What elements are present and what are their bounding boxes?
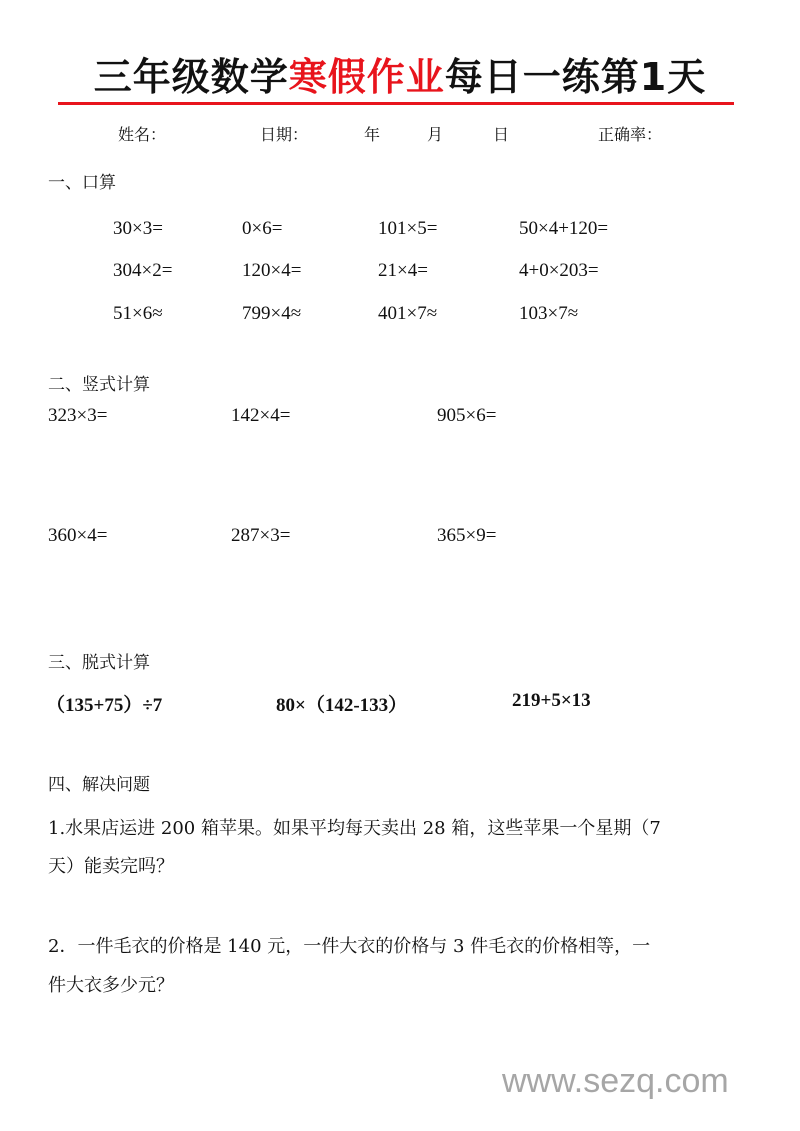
word-problem-line: 天）能卖完吗？ xyxy=(48,856,174,877)
stepwise-calc-item: 80×（142-133） xyxy=(276,695,408,716)
mental-math-item: 30×3= xyxy=(113,218,163,239)
mental-math-item: 799×4≈ xyxy=(242,303,302,324)
title-prefix: 三年级数学 xyxy=(93,55,289,99)
stepwise-calc-item: （135+75）÷7 xyxy=(46,695,163,716)
watermark: www.sezq.com xyxy=(502,1062,729,1100)
month-label: 月 xyxy=(427,125,444,144)
word-problem-line: 件大衣多少元？ xyxy=(48,975,174,996)
word-problem-line: 1.水果店运进 200 箱苹果。如果平均每天卖出 28 箱，这些苹果一个星期（7 xyxy=(48,818,661,839)
section-heading-vertical-calc: 二、竖式计算 xyxy=(48,375,150,395)
mental-math-item: 21×4= xyxy=(378,260,428,281)
mental-math-item: 103×7≈ xyxy=(519,303,579,324)
mental-math-item: 401×7≈ xyxy=(378,303,438,324)
year-label: 年 xyxy=(364,125,381,144)
title-divider xyxy=(58,102,734,105)
vertical-calc-item: 323×3= xyxy=(48,405,108,426)
vertical-calc-item: 360×4= xyxy=(48,525,108,546)
day-label: 日 xyxy=(493,125,510,144)
vertical-calc-item: 365×9= xyxy=(437,525,497,546)
accuracy-label: 正确率： xyxy=(598,125,663,144)
mental-math-item: 304×2= xyxy=(113,260,173,281)
mental-math-item: 51×6≈ xyxy=(113,303,163,324)
title-highlight: 寒假作业 xyxy=(288,55,445,99)
stepwise-calc-item: 219+5×13 xyxy=(512,690,591,711)
title-suffix: 每日一练第1天 xyxy=(444,55,707,99)
word-problem-line: 2．一件毛衣的价格是 140 元，一件大衣的价格与 3 件毛衣的价格相等，一 xyxy=(48,936,651,957)
mental-math-item: 4+0×203= xyxy=(519,260,599,281)
mental-math-item: 0×6= xyxy=(242,218,283,239)
date-label: 日期： xyxy=(260,125,309,144)
section-heading-stepwise-calc: 三、脱式计算 xyxy=(48,653,150,673)
vertical-calc-item: 142×4= xyxy=(231,405,291,426)
page-title xyxy=(0,46,800,101)
vertical-calc-item: 287×3= xyxy=(231,525,291,546)
section-heading-word-problems: 四、解决问题 xyxy=(48,775,150,795)
section-heading-mental-math: 一、口算 xyxy=(48,173,116,193)
mental-math-item: 120×4= xyxy=(242,260,302,281)
vertical-calc-item: 905×6= xyxy=(437,405,497,426)
mental-math-item: 101×5= xyxy=(378,218,438,239)
name-label: 姓名： xyxy=(118,125,167,144)
mental-math-item: 50×4+120= xyxy=(519,218,609,239)
